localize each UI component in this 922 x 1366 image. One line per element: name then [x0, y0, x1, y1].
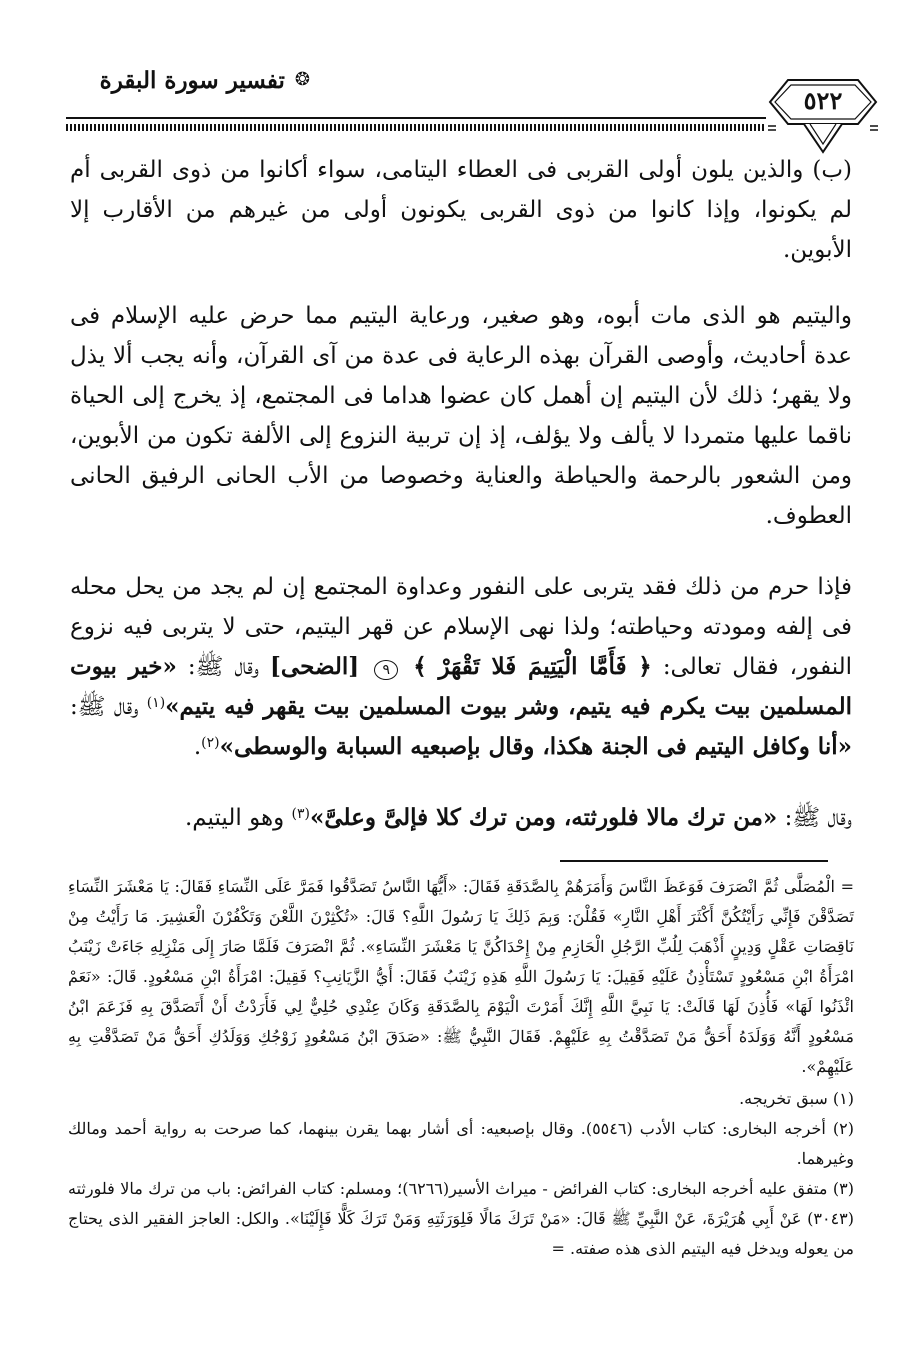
page-number-badge — [764, 72, 882, 158]
footnote-1 — [68, 1084, 854, 1114]
footnote-ref: (٢) — [201, 735, 220, 751]
paragraph-text: فإذا حرم من ذلك فقد يتربى على النفور وعداوة المجتمع إن لم يجد من يحل محله فى إلفه ومودته وحياطته؛ ولذا نهى الإسلام عن قهر اليتيم، حتى لا يتربى فيه نزوع النفور، فقال تعالى: — [70, 574, 853, 680]
ornament-icon: ❂ — [294, 69, 310, 90]
attribution: وقال ﷺ: — [187, 654, 259, 680]
footnote-3 — [68, 1174, 854, 1264]
footnote-ref: (٣) — [291, 806, 310, 822]
footnote-number: (٢) — [832, 1119, 854, 1138]
footnote-text: متفق عليه أخرجه البخارى: كتاب الفرائض - ميراث الأسير(٦٢٦٦)؛ ومسلم: كتاب الفرائض: باب من ترك مالا فلورثته (٣٠٤٣) عَنْ أَبِي هُرَيْرَةَ، عَنْ النَّبِيِّ ﷺ قَالَ: «مَنْ تَرَكَ مَالًا فَلِوَرَثَتِهِ وَمَنْ تَرَكَ كَلًّا فَإِلَيْنَا». والكل: العاجز الفقير الذى يحتاج من يعوله ويدخل فيه اليتيم الذى هذه صفته. = — [68, 1179, 855, 1258]
hadith-text: «من ترك مالا فلورثته، ومن ترك كلا فإلىَّ وعلىَّ» — [310, 804, 778, 831]
header-rule — [66, 117, 766, 119]
surah-name: [الضحى] — [270, 653, 360, 680]
hadith-text: «أنا وكافل اليتيم فى الجنة هكذا، وقال بإصبعيه السبابة والوسطى» — [219, 733, 852, 760]
paragraph-2 — [70, 296, 852, 536]
paragraph-text: وهو اليتيم. — [184, 805, 285, 831]
ayah-number: ٩ — [374, 660, 398, 680]
badge-frame-icon — [764, 72, 882, 158]
header-title: تفسير سورة البقرة — [99, 66, 285, 94]
page-number: ٥٢٢ — [803, 86, 843, 115]
hadith-text: «خير بيوت المسلمين بيت يكرم فيه يتيم، وشر بيوت المسلمين بيت يقهر فيه يتيم» — [70, 653, 852, 720]
attribution: وقال ﷺ: — [70, 694, 139, 720]
footnote-continuation: = الْمُصَلَّى ثُمَّ انْصَرَفَ فَوَعَظَ النَّاسَ وَأَمَرَهُمْ بِالصَّدَقَةِ فَقَالَ: «أَيُّهَا النَّاسُ تَصَدَّقُوا فَمَرَّ عَلَى النِّسَاءِ فَقَالَ: يَا مَعْشَرَ النِّسَاءِ تَصَدَّقْنَ فَإِنِّي رَأَيْتُكُنَّ أَكْثَرَ أَهْلِ النَّارِ» فَقُلْنَ: وَبِمَ ذَلِكَ يَا رَسُولَ اللَّهِ؟ قَالَ: «تُكْثِرْنَ اللَّعْنَ وَتَكْفُرْنَ الْعَشِيرَ. مَا رَأَيْتُ مِنْ نَاقِصَاتِ عَقْلٍ وَدِينٍ أَذْهَبَ لِلُبِّ الرَّجُلِ الْحَازِمِ مِنْ إِحْدَاكُنَّ يَا مَعْشَرَ النِّسَاءِ». ثُمَّ انْصَرَفَ فَلَمَّا صَارَ إِلَى مَنْزِلِهِ جَاءَتْ زَيْنَبُ امْرَأَةُ ابْنِ مَسْعُودٍ تَسْتَأْذِنُ عَلَيْهِ فَقِيلَ: يَا رَسُولَ اللَّهِ هَذِهِ زَيْنَبُ فَقَالَ: أَيُّ الزَّيَانِبِ؟ فَقِيلَ: امْرَأَةُ ابْنِ مَسْعُودٍ. قَالَ: «نَعَمْ ائْذَنُوا لَهَا» فَأُذِنَ لَهَا قَالَتْ: يَا نَبِيَّ اللَّهِ إِنَّكَ أَمَرْتَ الْيَوْمَ بِالصَّدَقَةِ وَكَانَ عِنْدِي حُلِيٌّ لِي فَأَرَدْتُ أَنْ أَتَصَدَّقَ بِهِ فَزَعَمَ ابْنُ مَسْعُودٍ أَنَّهُ وَوَلَدَهُ أَحَقُّ مَنْ تَصَدَّقْتُ بِهِ عَلَيْهِمْ. فَقَالَ النَّبِيُّ ﷺ: «صَدَقَ ابْنُ مَسْعُودٍ زَوْجُكِ وَوَلَدُكِ أَحَقُّ مَنْ تَصَدَّقْتِ بِهِ عَلَيْهِمْ». — [68, 877, 854, 1076]
attribution: وقال ﷺ: — [784, 805, 852, 831]
footnote-ref: (١) — [146, 695, 166, 711]
footnote-text: أخرجه البخارى: كتاب الأدب (٥٥٤٦). وقال بإصبعيه: أى أشار بهما يقرن بينهما، كما صرحت به رواية أحمد ومالك وغيرهما. — [68, 1119, 854, 1168]
running-header — [100, 58, 310, 102]
paragraph-text: (ب) والذين يلون أولى القربى فى العطاء اليتامى، سواء أكانوا من ذوى القربى أم لم يكونوا، وإذا كانوا من ذوى القربى يكونون أولى من غيرهم من الأقارب إلا الأبوين. — [70, 157, 852, 263]
paragraph-1 — [70, 150, 852, 270]
quran-verse: ﴿ فَأَمَّا الْيَتِيمَ فَلا تَقْهَرْ ﴾ — [413, 653, 652, 680]
paragraph-4 — [70, 798, 852, 838]
footnote-separator — [560, 860, 828, 862]
footnote-text: سبق تخريجه. — [739, 1089, 828, 1108]
footnote-2 — [68, 1114, 854, 1174]
footnotes — [68, 872, 854, 1264]
paragraph-3: فإذا حرم من ذلك فقد يتربى على النفور وعداوة المجتمع إن لم يجد من يحل محله فى إلفه ومودته وحياطته؛ ولذا نهى الإسلام عن قهر اليتيم، حتى لا يتربى فيه نزوع النفور، فقال تعالى: ﴿ فَأَمَّا الْيَتِيمَ فَلا تَقْهَرْ ﴾ ٩ [الضحى] وقال ﷺ: «خير بيوت المسلمين بيت يكرم فيه يتيم، وشر بيوت المسلمين بيت يقهر فيه يتيم»$^{(١)}$ وقال ﷺ: «أنا وكافل اليتيم فى الجنة هكذا، وقال بإصبعيه السبابة والوسطى»$^{(٢)}$. — [70, 574, 853, 760]
paragraph-text: واليتيم هو الذى مات أبوه، وهو صغير، ورعاية اليتيم مما حرض عليه الإسلام فى عدة أحاديث، وأوصى القرآن بهذه الرعاية فى عدة من آى القرآن، وأنه يجب ألا يذل ولا يقهر؛ ذلك لأن اليتيم إن أهمل كان عضوا هداما فى المجتمع، إذ يخرج إلى الحياة ناقما عليها متمردا لا يألف ولا يؤلف، إذ إن تربية النزوع إلى الألفة تكون من الأبوين، ومن الشعور بالرحمة والحياطة والعناية وخصوصا من الأب الحانى الرفيق الحانى العطوف. — [70, 303, 852, 529]
footnote-number: (٣) — [832, 1179, 854, 1198]
footnote-number: (١) — [832, 1089, 854, 1108]
header-dotted-rule — [66, 124, 766, 131]
